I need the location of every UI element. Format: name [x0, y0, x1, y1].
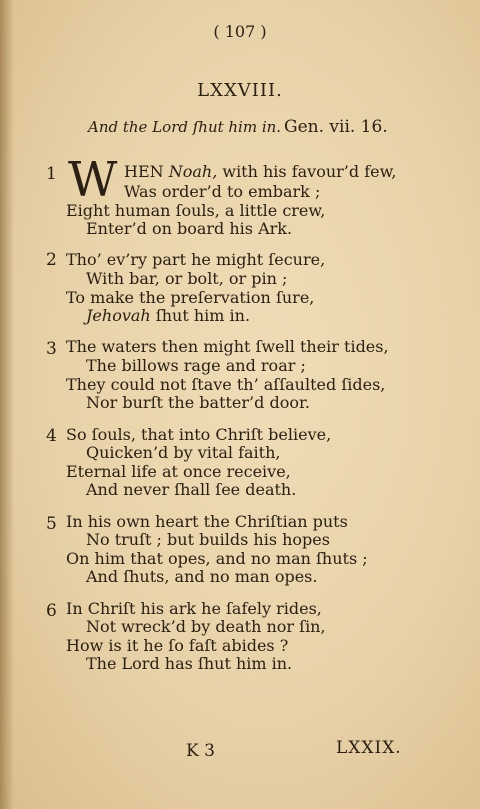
stanza-number: 5 — [46, 514, 57, 534]
verse-line: Eight human ſouls, a little crew, — [66, 201, 326, 220]
verse-line: In Chriſt his ark he ſafely rides, — [66, 599, 322, 618]
signature-mark: K 3 — [186, 741, 215, 761]
verse-line: No truſt ; but builds his hopes — [86, 530, 330, 549]
stanza-number: 6 — [46, 601, 57, 621]
verse-line: On him that opes, and no man ſhuts ; — [66, 549, 368, 568]
stanza-number: 1 — [46, 164, 57, 184]
scripture-reference: Gen. vii. 16. — [284, 117, 388, 137]
verse-line: The Lord has ſhut him in. — [86, 654, 293, 673]
verse-line: In his own heart the Chriſtian puts — [66, 512, 348, 531]
verse-line: With bar, or bolt, or pin ; — [86, 269, 288, 288]
drop-cap: W — [68, 152, 118, 208]
catchword: LXXIX. — [336, 738, 402, 758]
verse-line: And ſhuts, and no man opes. — [86, 567, 318, 586]
verse-line: To make the preſervation ſure, — [66, 288, 315, 307]
stanza-number: 4 — [46, 426, 57, 446]
verse-line: Jehovah ſhut him in. — [86, 306, 251, 325]
verse-line: Was order’d to embark ; — [124, 182, 321, 201]
verse-line: And never ſhall ſee death. — [86, 480, 297, 499]
verse-line: They could not ſtave th’ aſſaulted ſides, — [66, 375, 386, 394]
verse-line: Tho’ ev’ry part he might ſecure, — [66, 250, 326, 269]
verse-line: How is it he ſo faſt abides ? — [66, 636, 289, 655]
stanza-number: 3 — [46, 339, 57, 359]
verse-line: The billows rage and roar ; — [86, 356, 306, 375]
epigraph: And the Lord ſhut him in. — [88, 118, 282, 136]
verse-line: Enter’d on board his Ark. — [86, 219, 293, 238]
stanza-number: 2 — [46, 250, 57, 270]
verse-line: Eternal life at once receive, — [66, 462, 291, 481]
hymn-number: LXXVIII. — [197, 80, 283, 101]
verse-line: Nor burſt the batter’d door. — [86, 393, 310, 412]
verse-line: The waters then might ſwell their tides, — [66, 337, 389, 356]
verse-line: HEN Noah, with his favour’d few, — [124, 162, 397, 181]
verse-line: So ſouls, that into Chriſt believe, — [66, 425, 332, 444]
page-number: ( 107 ) — [213, 22, 267, 41]
verse-line: Not wreck’d by death nor ſin, — [86, 617, 326, 636]
verse-line: Quicken’d by vital faith, — [86, 443, 281, 462]
